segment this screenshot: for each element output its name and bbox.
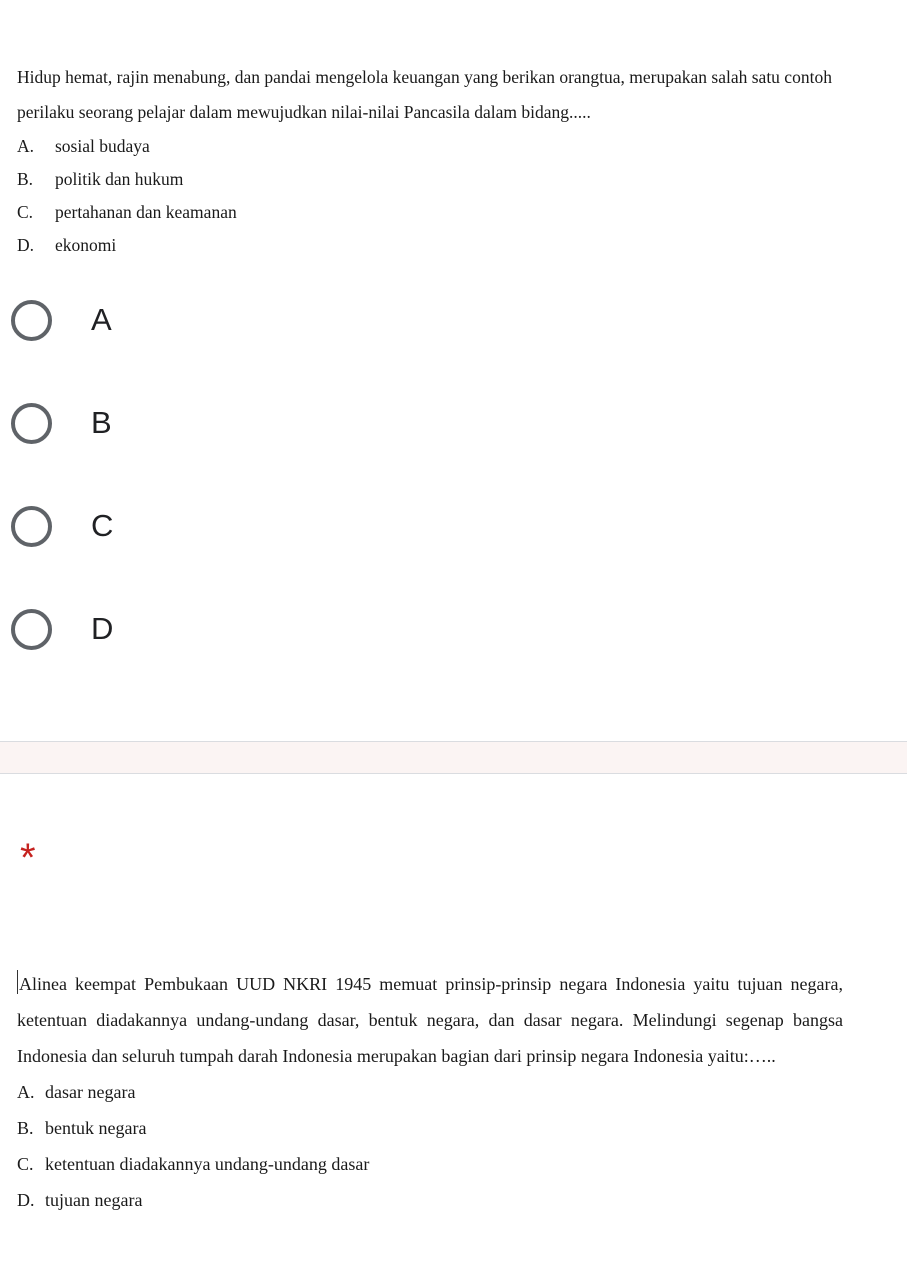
question-2-text-block [17, 966, 843, 1074]
question-2-option-d [17, 1182, 907, 1218]
question-1-option-c [17, 196, 907, 229]
text-cursor [17, 970, 18, 994]
radio-choice-c[interactable] [0, 476, 907, 579]
radio-button-b[interactable] [11, 403, 52, 444]
question-2-option-a [17, 1074, 907, 1110]
radio-button-a[interactable] [11, 300, 52, 341]
option-letter: A. [17, 1082, 35, 1102]
option-letter: C. [17, 202, 34, 222]
question-1-option-a [17, 130, 907, 163]
question-1-text: Hidup hemat, rajin menabung, dan pandai mengelola keuangan yang berikan orangtua, merupakan salah satu contoh perilaku seorang pelajar dalam mewujudkan nilai-nilai Pancasila dalam bidang..... [17, 67, 832, 122]
option-text: ekonomi [55, 235, 117, 255]
question-divider [0, 741, 907, 774]
option-text: tujuan negara [45, 1190, 143, 1210]
option-letter: D. [17, 1190, 35, 1210]
option-text: ketentuan diadakannya undang-undang dasar [45, 1154, 370, 1174]
radio-label-b[interactable]: B [91, 405, 112, 440]
option-letter: B. [17, 1118, 34, 1138]
radio-label-d[interactable]: D [91, 611, 114, 646]
question-2-option-b [17, 1110, 907, 1146]
option-text: dasar negara [45, 1082, 136, 1102]
question-2-options [17, 1074, 907, 1218]
question-2-text: Alinea keempat Pembukaan UUD NKRI 1945 memuat prinsip-prinsip negara Indonesia yaitu tujuan negara, ketentuan diadakannya undang-undang dasar, bentuk negara, dan dasar negara. Melindungi segenap bangsa Indonesia dan seluruh tumpah darah Indonesia merupakan bagian dari prinsip negara Indonesia yaitu:….. [17, 974, 843, 1066]
question-1-option-d [17, 229, 907, 262]
radio-choice-b[interactable] [0, 373, 907, 476]
option-letter: C. [17, 1154, 34, 1174]
option-text: pertahanan dan keamanan [55, 202, 237, 222]
option-text: bentuk negara [45, 1118, 147, 1138]
radio-button-d[interactable] [11, 609, 52, 650]
question-1-option-b [17, 163, 907, 196]
question-1-image [0, 60, 907, 262]
radio-label-a[interactable]: A [91, 302, 112, 337]
required-asterisk: * [20, 836, 36, 880]
radio-button-c[interactable] [11, 506, 52, 547]
option-letter: A. [17, 136, 35, 156]
radio-label-c[interactable]: C [91, 508, 114, 543]
option-letter: D. [17, 235, 35, 255]
option-text: sosial budaya [55, 136, 150, 156]
radio-choice-d[interactable] [0, 579, 907, 682]
question-1-options [17, 130, 907, 262]
option-letter: B. [17, 169, 34, 189]
question-2-image [0, 966, 907, 1218]
question-2-option-c [17, 1146, 907, 1182]
question-1-radio-group [0, 270, 907, 682]
radio-choice-a[interactable] [0, 270, 907, 373]
option-text: politik dan hukum [55, 169, 184, 189]
